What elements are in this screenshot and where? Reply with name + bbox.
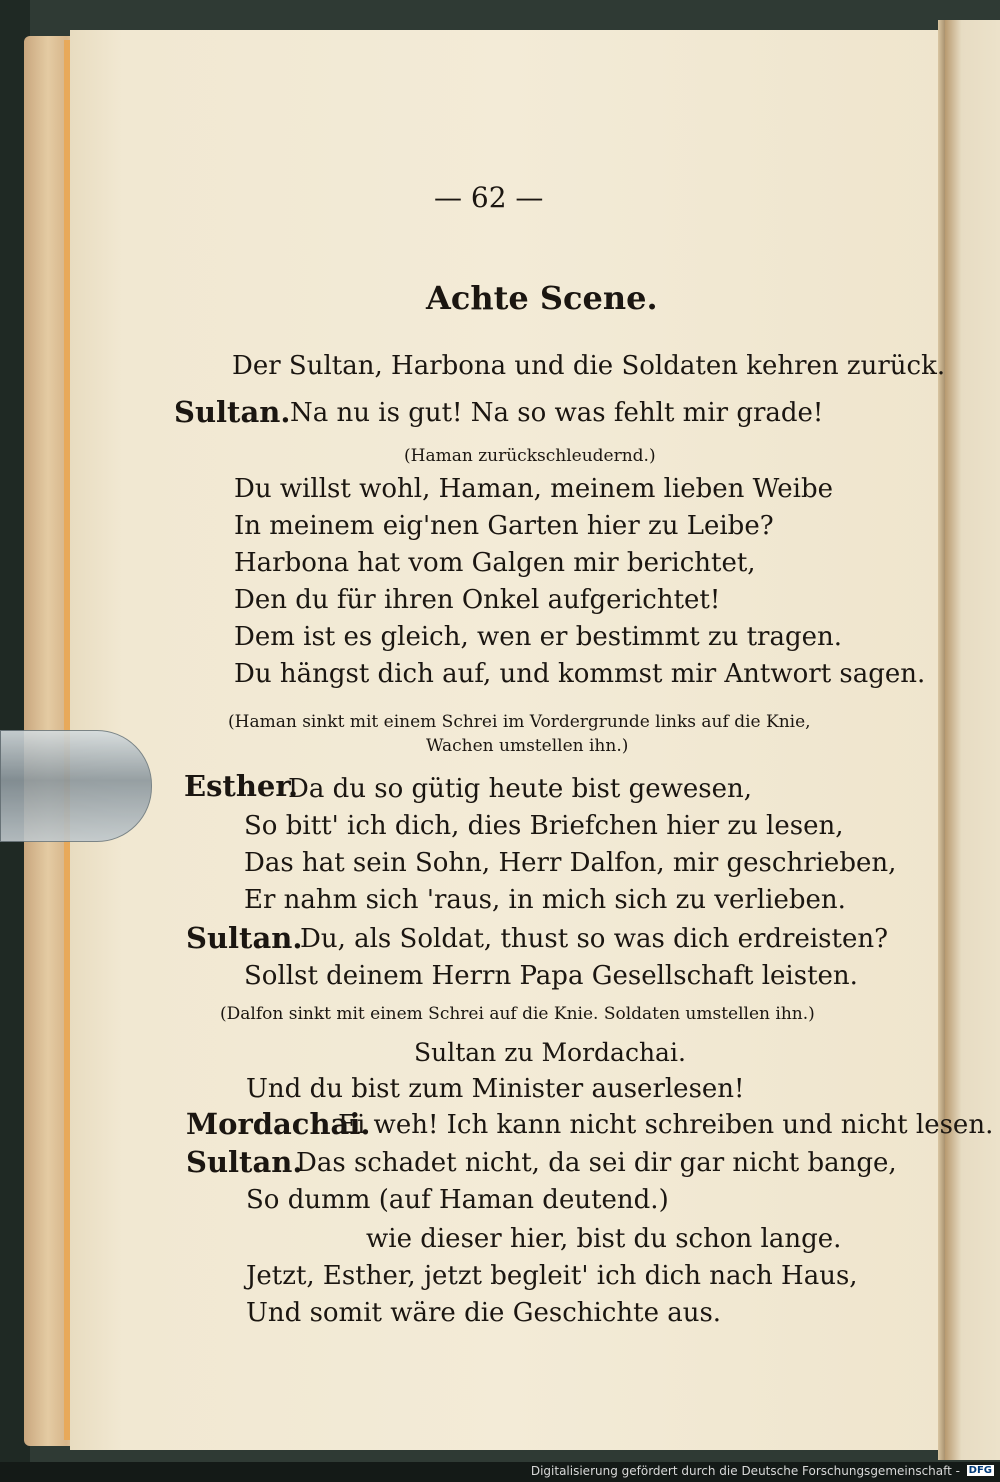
verse-line: Und somit wäre die Geschichte aus. <box>246 1298 722 1328</box>
verse-line: Sollst deinem Herrn Papa Gesellschaft leisten. <box>244 961 858 991</box>
verse-line: Den du für ihren Onkel aufgerichtet! <box>234 585 721 615</box>
verse-line: Du willst wohl, Haman, meinem lieben Weibe <box>234 474 834 504</box>
stage-direction: (Haman sinkt mit einem Schrei im Vordergrunde links auf die Knie, <box>228 712 811 732</box>
stage-direction: Sultan zu Mordachai. <box>414 1038 686 1067</box>
verse-line: Er nahm sich 'raus, in mich sich zu verlieben. <box>244 885 846 915</box>
stage-direction: Wachen umstellen ihn.) <box>426 736 629 756</box>
verse-line: wie dieser hier, bist du schon lange. <box>366 1224 842 1254</box>
verse-line: Na nu is gut! Na so was fehlt mir grade! <box>290 398 824 428</box>
speaker-sultan: Sultan. <box>174 395 291 429</box>
verse-line: Das schadet nicht, da sei dir gar nicht bange, <box>296 1148 897 1178</box>
stage-direction: (Haman zurückschleudernd.) <box>404 446 656 466</box>
verse-line: Du hängst dich auf, und kommst mir Antwort sagen. <box>234 659 926 689</box>
verse-line: Dem ist es gleich, wen er bestimmt zu tragen. <box>234 622 843 652</box>
stage-direction: (Dalfon sinkt mit einem Schrei auf die Knie. Soldaten umstellen ihn.) <box>220 1004 815 1024</box>
verse-line: So bitt' ich dich, dies Briefchen hier zu lesen, <box>244 811 844 841</box>
speaker-sultan: Sultan. <box>186 1145 303 1179</box>
footer-credit: Digitalisierung gefördert durch die Deutsche Forschungsgemeinschaft - <box>530 1464 960 1478</box>
facing-page <box>945 20 1000 1460</box>
verse-line: So dumm (auf Haman deutend.) <box>246 1185 669 1215</box>
speaker-esther: Esther. <box>184 769 299 803</box>
verse-line: Du, als Soldat, thust so was dich erdreisten? <box>300 924 889 954</box>
verse-line: In meinem eig'nen Garten hier zu Leibe? <box>234 511 774 541</box>
verse-line: Da du so gütig heute bist gewesen, <box>288 774 752 804</box>
page-number: — 62 — <box>434 181 544 214</box>
stage-direction: Der Sultan, Harbona und die Soldaten kehren zurück. <box>232 351 946 381</box>
verse-line: Und du bist zum Minister auserlesen! <box>246 1074 745 1104</box>
page-clip <box>0 730 152 842</box>
verse-line: Das hat sein Sohn, Herr Dalfon, mir geschrieben, <box>244 848 897 878</box>
speaker-sultan: Sultan. <box>186 921 303 955</box>
verse-line: Ei weh! Ich kann nicht schreiben und nicht lesen. <box>338 1110 994 1140</box>
scene-title: Achte Scene. <box>426 279 658 317</box>
verse-line: Harbona hat vom Galgen mir berichtet, <box>234 548 756 578</box>
verse-line: Jetzt, Esther, jetzt begleit' ich dich nach Haus, <box>246 1261 858 1291</box>
speaker-mordachai: Mordachai. <box>186 1107 371 1141</box>
dfg-logo: DFG <box>968 1465 992 1476</box>
